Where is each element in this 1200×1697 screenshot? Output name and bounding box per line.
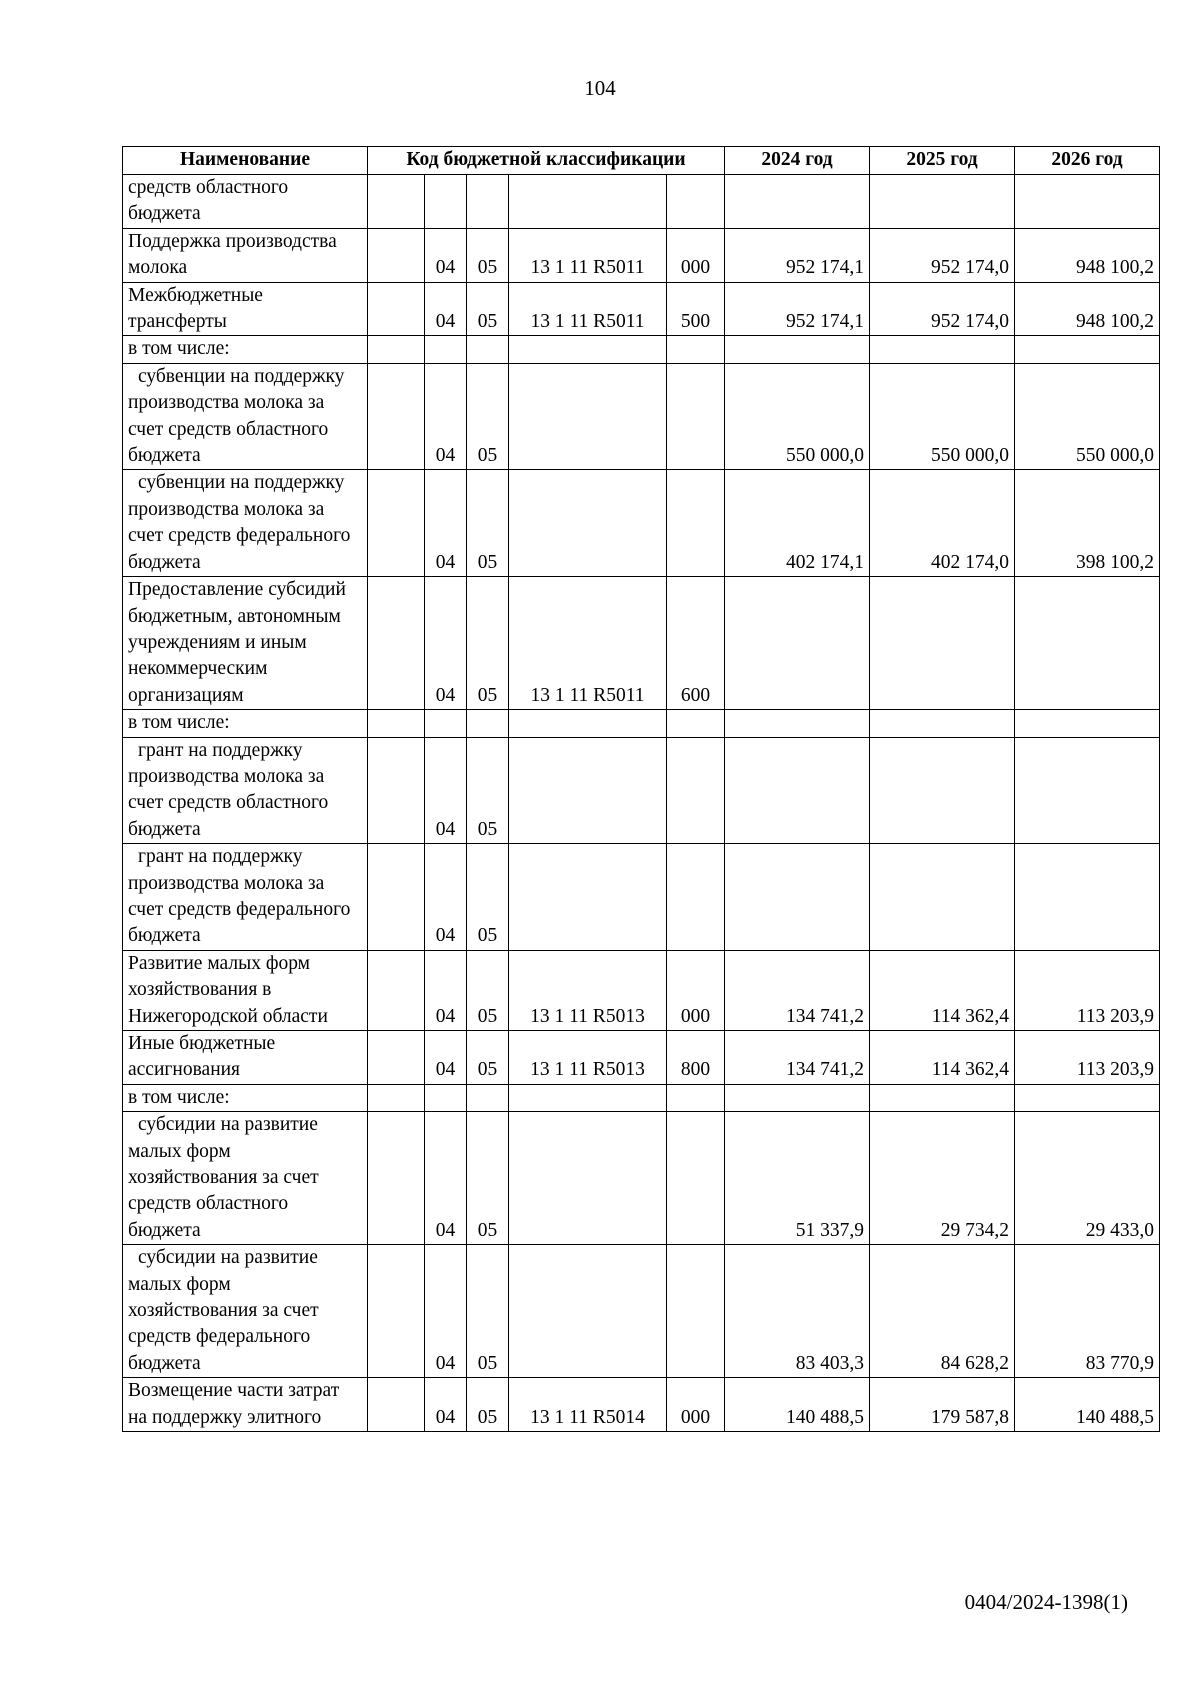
cell-2024 [725, 1084, 870, 1111]
cell-code-section [425, 175, 467, 229]
cell-2024 [725, 844, 870, 951]
cell-name [123, 336, 368, 363]
cell-code-ls [368, 1245, 425, 1378]
cell-code-section: 04 [425, 1378, 467, 1432]
cell-2026: 113 203,9 [1015, 1031, 1160, 1085]
cell-code-section: 04 [425, 1112, 467, 1245]
cell-code-ls [368, 577, 425, 710]
cell-name [123, 1245, 368, 1378]
cell-2024 [725, 336, 870, 363]
cell-code-ls [368, 282, 425, 336]
cell-code-expense-type [667, 1112, 725, 1245]
cell-code-section: 04 [425, 577, 467, 710]
table-row [123, 228, 1160, 282]
cell-code-expense-type [667, 363, 725, 470]
cell-2026 [1015, 175, 1160, 229]
cell-code-target: 13 1 11 R5011 [509, 228, 667, 282]
row-label: субсидии на развитие малых форм хозяйствования за счет средств областного бюджета [128, 1114, 319, 1241]
table-row [123, 282, 1160, 336]
cell-2025 [870, 175, 1015, 229]
header-2024: 2024 год [725, 147, 870, 175]
cell-2026 [1015, 710, 1160, 737]
table-row [123, 470, 1160, 577]
row-label: Возмещение части затрат на поддержку элитного [128, 1380, 340, 1428]
cell-code-subsection: 05 [467, 363, 509, 470]
cell-code-subsection [467, 175, 509, 229]
cell-code-target: 13 1 11 R5011 [509, 577, 667, 710]
cell-2024: 952 174,1 [725, 282, 870, 336]
cell-2025 [870, 844, 1015, 951]
cell-2025: 179 587,8 [870, 1378, 1015, 1432]
cell-code-target: 13 1 11 R5013 [509, 1031, 667, 1085]
cell-2026 [1015, 844, 1160, 951]
cell-2025: 29 734,2 [870, 1112, 1015, 1245]
cell-name [123, 577, 368, 710]
cell-2026 [1015, 577, 1160, 710]
cell-code-section [425, 1084, 467, 1111]
cell-2025: 402 174,0 [870, 470, 1015, 577]
cell-code-target [509, 363, 667, 470]
cell-2024: 550 000,0 [725, 363, 870, 470]
cell-name [123, 470, 368, 577]
cell-code-section [425, 710, 467, 737]
cell-code-subsection: 05 [467, 844, 509, 951]
cell-code-expense-type: 800 [667, 1031, 725, 1085]
cell-code-target [509, 1245, 667, 1378]
cell-name [123, 1084, 368, 1111]
cell-code-section: 04 [425, 844, 467, 951]
cell-code-expense-type [667, 737, 725, 844]
row-label: Иные бюджетные ассигнования [128, 1033, 276, 1081]
cell-code-target: 13 1 11 R5013 [509, 950, 667, 1030]
cell-code-target [509, 737, 667, 844]
cell-name [123, 228, 368, 282]
cell-code-section: 04 [425, 363, 467, 470]
cell-code-subsection: 05 [467, 737, 509, 844]
cell-code-section [425, 336, 467, 363]
cell-name [123, 1378, 368, 1432]
cell-2025 [870, 1084, 1015, 1111]
cell-2026: 140 488,5 [1015, 1378, 1160, 1432]
cell-2026: 113 203,9 [1015, 950, 1160, 1030]
cell-2024: 134 741,2 [725, 950, 870, 1030]
cell-2025: 84 628,2 [870, 1245, 1015, 1378]
cell-code-target [509, 1112, 667, 1245]
cell-code-expense-type [667, 336, 725, 363]
cell-name [123, 363, 368, 470]
cell-2026 [1015, 1084, 1160, 1111]
table-row [123, 363, 1160, 470]
cell-code-subsection: 05 [467, 228, 509, 282]
cell-2025 [870, 710, 1015, 737]
cell-2024: 952 174,1 [725, 228, 870, 282]
cell-code-subsection: 05 [467, 1031, 509, 1085]
cell-code-target [509, 710, 667, 737]
cell-code-section: 04 [425, 737, 467, 844]
cell-code-expense-type [667, 1084, 725, 1111]
cell-code-section: 04 [425, 1031, 467, 1085]
cell-name [123, 1031, 368, 1085]
cell-code-expense-type: 000 [667, 228, 725, 282]
cell-2024 [725, 175, 870, 229]
cell-code-ls [368, 336, 425, 363]
cell-code-expense-type [667, 844, 725, 951]
table-body [123, 175, 1160, 1432]
cell-code-ls [368, 1031, 425, 1085]
cell-code-expense-type [667, 175, 725, 229]
cell-name [123, 710, 368, 737]
cell-2025 [870, 737, 1015, 844]
cell-2025: 952 174,0 [870, 228, 1015, 282]
row-label: средств областного бюджета [128, 177, 289, 225]
table-row [123, 950, 1160, 1030]
cell-code-expense-type [667, 1245, 725, 1378]
cell-2025: 114 362,4 [870, 950, 1015, 1030]
table-row [123, 175, 1160, 229]
table-row [123, 1084, 1160, 1111]
cell-code-subsection: 05 [467, 470, 509, 577]
cell-name [123, 737, 368, 844]
cell-code-ls [368, 844, 425, 951]
cell-code-expense-type: 000 [667, 1378, 725, 1432]
row-label: Межбюджетные трансферты [128, 284, 263, 333]
cell-code-section: 04 [425, 470, 467, 577]
cell-name [123, 175, 368, 229]
cell-2026: 29 433,0 [1015, 1112, 1160, 1245]
cell-code-section: 04 [425, 228, 467, 282]
cell-code-subsection: 05 [467, 1112, 509, 1245]
table-row [123, 336, 1160, 363]
cell-code-subsection: 05 [467, 950, 509, 1030]
cell-code-subsection: 05 [467, 577, 509, 710]
cell-code-ls [368, 175, 425, 229]
row-label: Развитие малых форм хозяйствования в Нижегородской области [128, 952, 328, 1027]
table-header-row [123, 147, 1160, 175]
cell-code-section: 04 [425, 1245, 467, 1378]
table-row [123, 844, 1160, 951]
header-2025: 2025 год [870, 147, 1015, 175]
cell-code-expense-type [667, 470, 725, 577]
cell-2025: 114 362,4 [870, 1031, 1015, 1085]
cell-code-ls [368, 737, 425, 844]
row-label: субвенции на поддержку производства молока за счет средств областного бюджета [128, 365, 345, 467]
table-row [123, 1245, 1160, 1378]
header-2026: 2026 год [1015, 147, 1160, 175]
cell-name [123, 1112, 368, 1245]
header-code: Код бюджетной классификации [368, 147, 725, 175]
table-row [123, 577, 1160, 710]
cell-2026: 550 000,0 [1015, 363, 1160, 470]
cell-2026 [1015, 336, 1160, 363]
cell-code-ls [368, 1084, 425, 1111]
row-label: субвенции на поддержку производства молока за счет средств федерального бюджета [128, 472, 351, 573]
cell-2025: 550 000,0 [870, 363, 1015, 470]
cell-code-target [509, 470, 667, 577]
cell-name [123, 844, 368, 951]
cell-code-ls [368, 470, 425, 577]
cell-2024: 402 174,1 [725, 470, 870, 577]
cell-code-subsection [467, 710, 509, 737]
budget-table [122, 146, 1160, 1432]
cell-code-ls [368, 950, 425, 1030]
cell-code-ls [368, 710, 425, 737]
cell-code-target: 13 1 11 R5011 [509, 282, 667, 336]
page-number: 104 [584, 76, 616, 100]
cell-2025 [870, 577, 1015, 710]
cell-code-target [509, 336, 667, 363]
row-label: в том числе: [128, 712, 230, 734]
table-row [123, 1031, 1160, 1085]
cell-code-target [509, 175, 667, 229]
cell-code-target [509, 1084, 667, 1111]
cell-2026 [1015, 737, 1160, 844]
cell-2024 [725, 737, 870, 844]
cell-name [123, 282, 368, 336]
cell-code-subsection: 05 [467, 282, 509, 336]
table-row [123, 1378, 1160, 1432]
cell-2026: 948 100,2 [1015, 228, 1160, 282]
row-label: в том числе: [128, 1086, 230, 1108]
row-label: в том числе: [128, 338, 230, 360]
cell-code-expense-type: 500 [667, 282, 725, 336]
cell-code-subsection [467, 1084, 509, 1111]
cell-code-subsection [467, 336, 509, 363]
cell-code-expense-type: 600 [667, 577, 725, 710]
cell-code-subsection: 05 [467, 1378, 509, 1432]
cell-code-section: 04 [425, 950, 467, 1030]
table-row [123, 737, 1160, 844]
cell-code-subsection: 05 [467, 1245, 509, 1378]
cell-2026: 398 100,2 [1015, 470, 1160, 577]
cell-2025: 952 174,0 [870, 282, 1015, 336]
cell-code-expense-type: 000 [667, 950, 725, 1030]
row-label: Предоставление субсидий бюджетным, автономным учреждениям и иным некоммерческим организациям [128, 579, 346, 706]
header-name: Наименование [123, 147, 368, 175]
cell-code-ls [368, 1112, 425, 1245]
row-label: грант на поддержку производства молока за счет средств областного бюджета [128, 739, 329, 840]
cell-2024: 140 488,5 [725, 1378, 870, 1432]
cell-code-section: 04 [425, 282, 467, 336]
cell-code-ls [368, 1378, 425, 1432]
cell-2024: 51 337,9 [725, 1112, 870, 1245]
cell-2024: 134 741,2 [725, 1031, 870, 1085]
cell-2026: 83 770,9 [1015, 1245, 1160, 1378]
table-row [123, 1112, 1160, 1245]
row-label: грант на поддержку производства молока за счет средств федерального бюджета [128, 846, 351, 947]
cell-2024 [725, 710, 870, 737]
cell-code-target [509, 844, 667, 951]
cell-code-target: 13 1 11 R5014 [509, 1378, 667, 1432]
cell-code-ls [368, 363, 425, 470]
document-id: 0404/2024-1398(1) [964, 1590, 1128, 1614]
row-label: Поддержка производства молока [128, 230, 337, 279]
cell-2026: 948 100,2 [1015, 282, 1160, 336]
cell-2024 [725, 577, 870, 710]
cell-name [123, 950, 368, 1030]
table-row [123, 710, 1160, 737]
cell-code-expense-type [667, 710, 725, 737]
cell-2024: 83 403,3 [725, 1245, 870, 1378]
cell-2025 [870, 336, 1015, 363]
cell-code-ls [368, 228, 425, 282]
row-label: субсидии на развитие малых форм хозяйствования за счет средств федерального бюджета [128, 1247, 319, 1374]
